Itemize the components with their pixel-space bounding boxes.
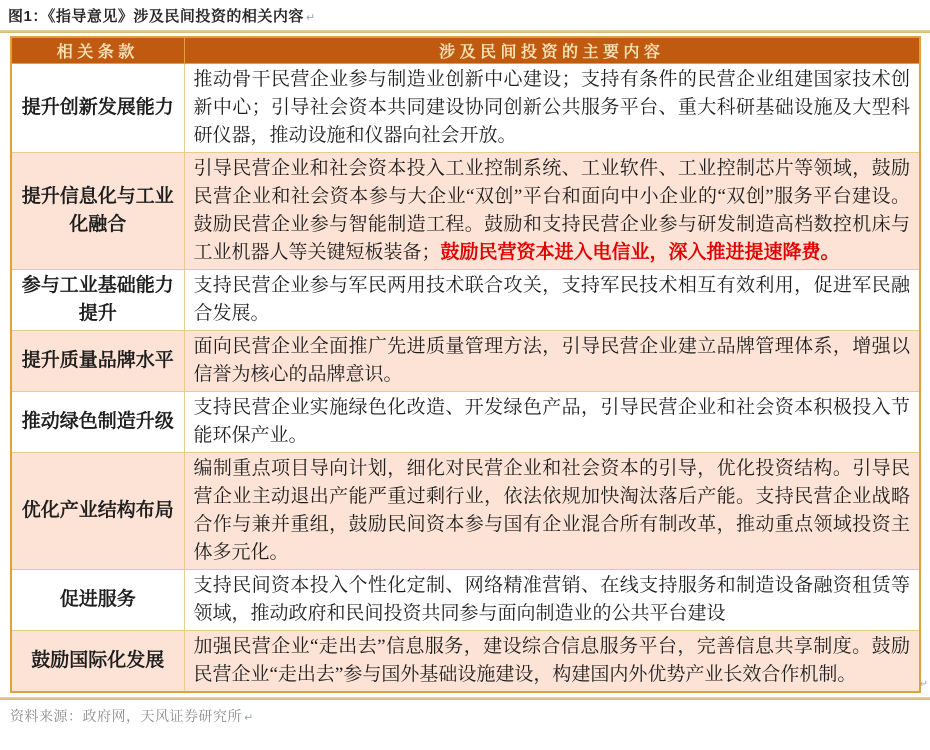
content-text: 引导民营企业和社会资本投入工业控制系统、工业软件、工业控制芯片等领域，鼓励民营企业和社会资本参与大企业“双创”平台和面向中小企业的“双创”服务平台建设。鼓励民营企业参与智能制造工程。鼓励和支持民营企业参与研发制造高档数控机床与工业机器人等关键短板装备； [193, 157, 910, 263]
content-cell: 支持民营企业实施绿色化改造、开发绿色产品，引导民营企业和社会资本积极投入节能环保产业。 [184, 391, 920, 452]
content-cell: 加强民营企业“走出去”信息服务，建设综合信息服务平台，完善信息共享制度。鼓励民营企业“走出去”参与国外基础设施建设，构建国内外优势产业长效合作机制。 [184, 630, 920, 692]
source-row [0, 700, 930, 726]
table-row [11, 630, 920, 692]
table-row [11, 391, 920, 452]
clause-cell: 优化产业结构布局 [11, 452, 184, 569]
header-cell-clause: 相关条款 [11, 37, 184, 63]
table-body [11, 63, 920, 692]
table-header [11, 37, 920, 63]
paragraph-return-icon: ↵ [305, 11, 316, 24]
content-cell: 编制重点项目导向计划，细化对民营企业和社会资本的引导，优化投资结构。引导民营企业主动退出产能严重过剩行业，依法依规加快淘汰落后产能。支持民营企业战略合作与兼并重组，鼓励民间资本参与国有企业混合所有制改革，推动重点领域投资主体多元化。 [184, 452, 920, 569]
title-divider [0, 30, 930, 33]
table-row [11, 269, 920, 330]
source-note: 资料来源：政府网，天风证券研究所 [10, 707, 242, 724]
content-cell [184, 152, 920, 269]
table-row [11, 152, 920, 269]
table-row [11, 452, 920, 569]
clause-cell: 提升创新发展能力 [11, 63, 184, 152]
table-row [11, 63, 920, 152]
clause-cell: 鼓励国际化发展 [11, 630, 184, 692]
content-cell: 推动骨干民营企业参与制造业创新中心建设；支持有条件的民营企业组建国家技术创新中心；引导社会资本共同建设协同创新公共服务平台、重大科研基础设施及大型科研仪器，推动设施和仪器向社会开放。 [184, 63, 920, 152]
content-cell: 面向民营企业全面推广先进质量管理方法，引导民营企业建立品牌管理体系，增强以信誉为核心的品牌意识。 [184, 330, 920, 391]
clause-cell: 提升质量品牌水平 [11, 330, 184, 391]
clause-cell: 促进服务 [11, 569, 184, 630]
clause-cell: 提升信息化与工业化融合 [11, 152, 184, 269]
table-row [11, 330, 920, 391]
header-cell-content: 涉及民间投资的主要内容 [184, 37, 920, 63]
content-cell: 支持民间资本投入个性化定制、网络精准营销、在线支持服务和制造设备融资租赁等领域，推动政府和民间投资共同参与面向制造业的公共平台建设 [184, 569, 920, 630]
table-end-return-icon: ↵ [919, 678, 928, 690]
content-cell: 支持民营企业参与军民两用技术联合攻关，支持军民技术相互有效利用，促进军民融合发展。 [184, 269, 920, 330]
clause-cell: 参与工业基础能力提升 [11, 269, 184, 330]
highlighted-text: 鼓励民营资本进入电信业，深入推进提速降费。 [440, 241, 840, 263]
paragraph-return-icon: ↵ [244, 710, 254, 724]
figure-title-row [0, 0, 930, 30]
figure-title: 图1：《指导意见》涉及民间投资的相关内容 [8, 8, 304, 25]
clause-cell: 推动绿色制造升级 [11, 391, 184, 452]
table-row [11, 569, 920, 630]
guidance-opinions-table [10, 36, 921, 693]
table-header-row [11, 37, 920, 63]
